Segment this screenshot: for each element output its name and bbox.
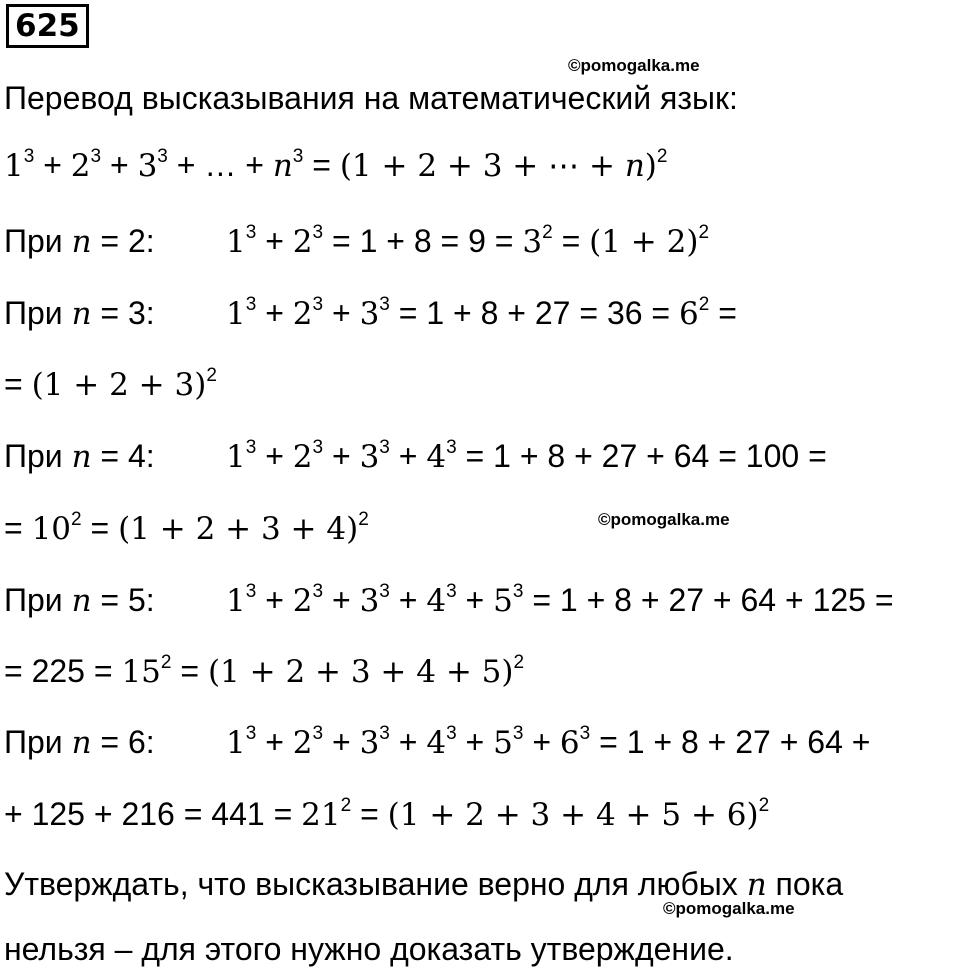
conclusion-line2: нельзя – для этого нужно доказать утверждение.	[4, 931, 734, 967]
case-n6-line1: При n = 6: $1^3 + 2^3 + 3^3 + 4^3 + 5^3 + 6^3 = 1 + 8 + 27 + 64$ +	[4, 723, 871, 761]
case-n2: При n = 2: $1^3 + 2^3 = 1 + 8 = 9 = 3^2 = (1 + 2)^2$	[4, 222, 710, 260]
case-n3-line2: = $(1 + 2 + 3)^2$	[4, 365, 217, 403]
case-n4-line1: При n = 4: $1^3 + 2^3 + 3^3 + 4^3 = 1 + 8 + 27 + 64 = 100$ =	[4, 437, 827, 475]
case-n4-line2: = $10^2 = (1 + 2 + 3 + 4)^2$	[4, 509, 369, 547]
case-n3-line1: При n = 3: $1^3 + 2^3 + 3^3 = 1 + 8 + 27 = 36 = 6^2$ =	[4, 294, 737, 332]
general-formula: $1^3 + 2^3 + 3^3$ + … + $n^3 = (1 + 2 + 3$ + ⋯ + n)$^2$	[4, 146, 668, 184]
watermark-bottom: ©pomogalka.me	[663, 899, 795, 918]
watermark-top: ©pomogalka.me	[568, 56, 700, 75]
case-n5-line2: = $225 = 15^2 = (1 + 2 + 3 + 4 + 5)^2$	[4, 652, 525, 690]
conclusion-line1: Утверждать, что высказывание верно для любых n пока	[4, 866, 844, 903]
case-n5-line1: При n = 5: $1^3 + 2^3 + 3^3 + 4^3 + 5^3 = 1 + 8 + 27 + 64 + 125$ =	[4, 581, 894, 619]
intro-text: Перевод высказывания на математический язык:	[4, 80, 738, 116]
case-n6-line2: + $125 + 216 = 441 = 21^2 = (1 + 2 + 3 + 4 + 5 + 6)^2$	[4, 795, 770, 833]
watermark-middle: ©pomogalka.me	[598, 510, 730, 529]
task-number: 625	[6, 4, 89, 48]
